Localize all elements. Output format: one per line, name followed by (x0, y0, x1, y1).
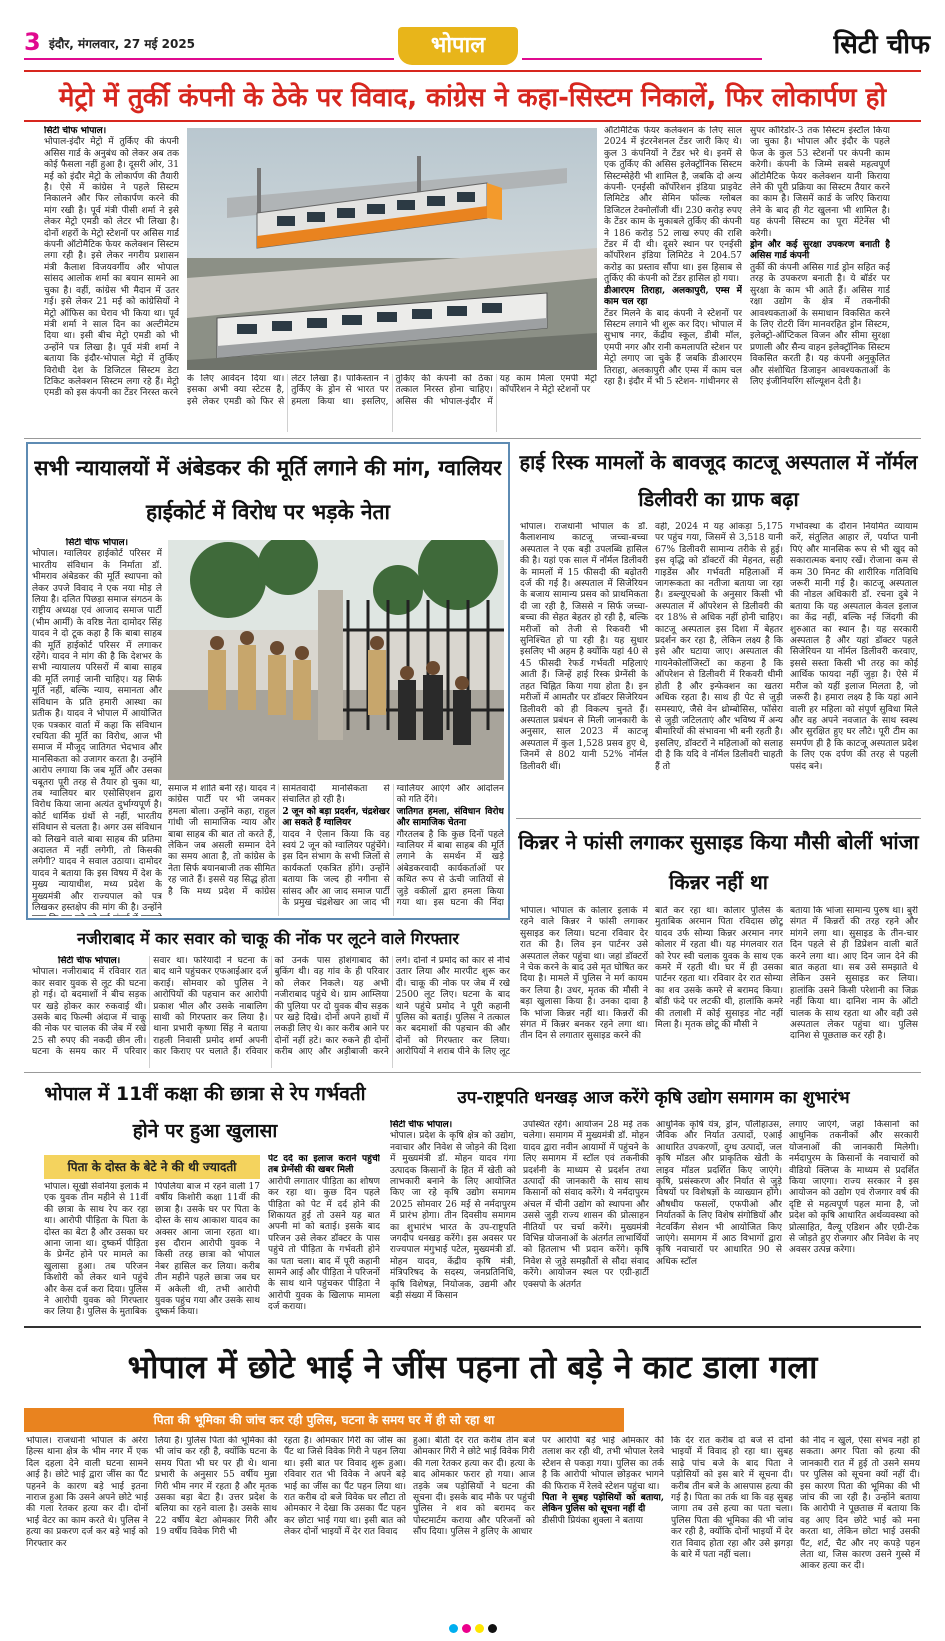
kinnar-column-1: भोपाल। भोपाल के कोलार इलाके में रहने वाले किन्नर ने फांसी लगाकर सुसाइड कर लिया। घटना रविवार देर रात की है। लिव इन पार्टनर उसे अस्पताल लेकर पहुंचा था। जहां डॉक्टरों ने चेक करने के बाद उसे मृत घोषित कर दिया है। मामले में पुलिस ने मर्ग कायम कर लिया है। उधर, मृतक की मौसी ने बड़ा खुलासा किया है। उनका दावा है कि भांजा किन्नर नहीं था। किन्नरों की संगत में किन्नर बनकर रहने लगा था। तीन दिन से लगातार सुसाइड करने की (520, 906, 648, 1042)
page-number: 3 (24, 28, 41, 56)
katju-column-3: गर्भावस्था के दौरान नियमित व्यायाम करें, संतुलित आहार लें, पर्याप्त पानी पिएं और मानसिक रूप से भी खुद को सकारात्मक बनाए रखें। रोजाना कम से कम 30 मिनट की शारीरिक गतिविधि जरूरी मानी गई है। काटजू अस्पताल की नोडल अधिकारी डॉ. रचना दुबे ने बताया कि यह अस्पताल केवल इलाज का केंद्र नहीं, बल्कि नई जिंदगी की शुरुआत का स्थान है। यह सरकारी अस्पताल है और यहां डॉक्टर पहले सिजेरियन या नॉर्मल डिलीवरी करवाए, इससे सस्ता किसी भी तरह का कोई आर्थिक फायदा नहीं जुड़ा है। ऐसे में मरीज को यहीं इलाज मिलता है, जो जरूरी है। हमारा लक्ष्य है कि यहां आने वाली हर महिला को संपूर्ण सुविधा मिले और वह अपने नवजात के साथ स्वस्थ और सुरक्षित हुए घर लौटे। पूरी टीम का समर्पण ही है कि काटजू अस्पताल प्रदेश के लिए एक दर्पण की तरह से पहली पसंद बने। (790, 522, 918, 772)
rape-column-1: भोपाल। सूखी सेवनिया इलाके में एक युवक तीन महीने से 11वीं की छात्रा के साथ रेप कर रहा था। आरोपी पीड़िता के पिता के दोस्त का बेटा है और उसका घर आना जाना था। दुष्कर्म पीड़िता के प्रेग्नेंट होने पर मामले का खुलासा हुआ। तब परिजन किशोरी को लेकर थाने पहुंचे और केस दर्ज करा दिया। पुलिस ने आरोपी युवक को गिरफ्तार कर लिया है। पुलिस के मुताबिक (44, 1182, 148, 1318)
kinnar-column-3: बताया कि भांजा सामान्य पुरुष था। बुरी संगत में किन्नरों की तरह रहने और मांगने लगा था। सुसाइड के तीन-चार दिन पहले से ही डिप्रेशन वाली बातें करने लगा था। आए दिन जान देने की बात कहता था। सब उसे समझाते थे लेकिन उसने सुसाइड कर लिया। हालांकि उसने किसी परेशानी का जिक्र नहीं किया था। दानिश नाम के ऑटो चालक के साथ रहता था और वही उसे अस्पताल लेकर पहुंचा था। पुलिस दानिश से पूछताछ कर रही है। (790, 906, 918, 1042)
jeans-headline: भोपाल में छोटे भाई ने जींस पहना तो बड़े ने काट डाला गला (127, 1348, 818, 1386)
kinnar-headline: किन्नर ने फांसी लगाकर सुसाइड किया मौसी बोलीं भांजा किन्नर नहीं था (518, 830, 919, 894)
dhankhar-column-3: आधुनिक कृषि यंत्र, ड्रोन, पॉलीहाउस, जैविक और निर्यात उत्पादों, एआई आधारित उपकरणों, दुग्ध उत्पादों, जल कृषि मॉडल और प्राकृतिक खेती के लाइव मॉडल प्रदर्शित किए जाएंगे। कृषि, प्रसंस्करण और निर्यात से जुड़े विषयों पर विशेषज्ञों के व्याख्यान होंगे। औषधीय फसलों, एफपीओ और निर्यातकों के लिए विशेष संगोष्ठियों और नेटवर्किंग सेशन भी आयोजित किए जाएंगे। समागम में आठ विभागों द्वारा कृषि नवाचारों पर आधारित 90 से अधिक स्टॉल (656, 1120, 782, 1267)
jeans-column-7: की नींद न खुले, ऐसा संभव नहीं हो सकता। अगर पिता को हत्या की जानकारी रात में हुई तो उसने समय पर पुलिस को सूचना क्यों नहीं दी। इस कारण पिता की भूमिका की भी जांच की जा रही है। उन्होंने बताया कि आरोपी ने पूछताछ में बताया कि वह आए दिन छोटे भाई को मना करता था, लेकिन छोटा भाई उसकी पैंट, शर्ट, चैट और नए कपड़े पहन लेता था, जिस कारण उसने गुस्से में आकर हत्या कर दी। (800, 1436, 920, 1572)
lead-column-3 (604, 126, 742, 432)
dhankhar-headline: उप-राष्ट्रपति धनखड़ आज करेंगे कृषि उद्योग समागम का शुभारंभ (457, 1088, 850, 1108)
jeans-text-5b: डीसीपी प्रियंका शुक्ला ने बताया (542, 1515, 643, 1526)
lead-strip: के लिए आवेदन दिया था। इसका अभी क्या स्टेटस है, इसे लेकर एमडी को फिर से लेटर लिखा है। पाकिस्तान ने तुर्किए के ड्रोन से भारत पर हमला किया था। इसलिए, तुर्किए की कंपनी को ठेका तत्काल निरस्त होना चाहिए। असिस की भोपाल-इंदौर में यह काम मिला एमपी मेट्रो कॉर्पोरेशन ने मेट्रो स्टेशनों पर (187, 374, 597, 407)
dhankhar-column-1 (390, 1120, 516, 1322)
jeans-column-4: हुआ। बीती देर रात करीब तीन बजे ओमकार गिरी ने छोटे भाई विवेक गिरी की गला रेतकर हत्या कर दी। हत्या के बाद ओमकार फरार हो गया। आज तड़के जब पड़ोसियों ने घटना की सूचना दी। इसके बाद मौके पर पहुंची पुलिस ने शव को बरामद कर पोस्टमार्टम कराया और परिजनों को सौंप दिया। पुलिस ने हुलिए के आधार (413, 1436, 535, 1538)
rape-column-2: पिपलिया बाज में रहने वाली 17 वर्षीय किशोरी कक्षा 11वीं की छात्रा है। उसके घर पर पिता के दोस्त के साथ आकाश यादव का अक्सर आना जाना रहता था। इस दौरान आरोपी युवक ने किसी तरह छात्रा को भोपाल नेबर हासिल कर लिया। करीब तीन महीने पहले छात्रा जब घर में अकेली थी, तभी आरोपी युवक पहुंच गया और उसके साथ दुष्कर्म किया। (155, 1182, 260, 1318)
metro-photo (187, 128, 597, 370)
ambedkar-text-2: समाज में शांति बनी रहे। यादव ने कांग्रेस पार्टी पर भी जमकर हमला बोला। उन्होंने कहा, राहुल गांधी जी सामाजिक न्याय और बाबा साहब की बात तो करते हैं, लेकिन जब असली सम्मान देने का समय आता है, तो कांग्रेस के नेता सिर्फ बयानबाजी तक सीमित रह जाते हैं। इससे यह सिद्ध होता है कि मध्य प्रदेश में कांग्रेस सामंतवादी मानसिकता से संचालित हो रही है। (168, 784, 390, 897)
ambedkar-photo (168, 540, 504, 780)
jeans-column-6: कि देर रात करीब दो बजे से दोनों भाइयों में विवाद हो रहा था। सुबह साढ़े पांच बजे के बाद पिता ने पड़ोसियों को इस बारे में सूचना दी। करीब तीन बजे के आसपास हत्या की गई है। पिता का तर्क था कि वह सुबह जागा तब उसे हत्या का पता चला। पुलिस पिता की भूमिका की भी जांच कर रही है, क्योंकि दोनों भाइयों में देर रात विवाद होता रहा और उसे झगड़ा के बारे में पता नहीं चला। (671, 1436, 793, 1561)
section-name: भोपाल (430, 33, 486, 58)
dateline: इंदौर, मंगलवार, 27 मई 2025 (49, 37, 196, 51)
ambedkar-headline: सभी न्यायालयों में अंबेडकर की मूर्ति लगाने की मांग, ग्वालियर हाईकोर्ट में विरोध पर भड़के नेता (34, 456, 502, 524)
lead-text-3b: टेंडर मिलने के बाद कंपनी ने स्टेशनों पर सिस्टम लगाने भी शुरू कर दिए। भोपाल में सुभाष नगर, केंद्रीय स्कूल, डीबी मॉल, एमपी नगर और रानी कमलापति स्टेशन पर मेट्रो लगाए जा चुके हैं जबकि डीआरएम तिराहा, अलकापुरी और एम्स में काम चल रहा है। इंदौर में भी 5 स्टेशन- गांधीनगर से (604, 308, 742, 387)
kinnar-column-2: बातें कर रहा था। कोलार पुलिस के मुताबिक अरमान पिता रविदास छोटू यादव उर्फ सोम्या किन्नर अरमान नगर कोलार में रहता थी। यह मंगलवार रात को रेपर स्वी चलाक युवक के साथ एक कमरे में रहती थी। घर में ही उसका पार्टनर रहता था। रविवार देर रात सोम्या का शव उसके कमरे से बरामद किया। बॉडी फंदे पर लटकी थी, हालांकि कमरे की तलाशी में कोई सुसाइड नोट नहीं मिला है। मृतक छोटू की मौसी ने (655, 906, 783, 1031)
divider-4 (24, 1326, 921, 1328)
nazirabad-byline: सिटी चीफ भोपाल। (58, 956, 121, 966)
ambedkar-subhead-2: जातिगत हमला, संविधान विरोध और सामाजिक चेतना (396, 806, 504, 829)
dhankhar-column-4: लगाए जाएंगे, जहां किसानों को आधुनिक तकनीकों और सरकारी योजनाओं की जानकारी मिलेगी। नर्मदापुरम के किसानों के नवाचारों को वीडियो क्लिप्स के माध्यम से प्रदर्शित किया जाएगा। राज्य सरकार ने इस आयोजन को उद्योग एवं रोजगार वर्ष की दृष्टि से महत्वपूर्ण पहल माना है, जो प्रदेश को कृषि आधारित अर्थव्यवस्था को प्रोत्साहित, वैल्यू एडिशन और एग्री-टेक से जोड़ते हुए रोजगार और निवेश के नए अवसर उत्पन्न करेगा। (789, 1120, 919, 1256)
jeans-kicker-text: पिता की भूमिका की जांच कर रही पुलिस, घटना के समय घर में ही सो रहा था (153, 1413, 495, 1427)
jeans-kicker (24, 1408, 624, 1432)
jeans-text-5: पर आरोपी बड़े भाई ओमकार की तलाश कर रही थी, तभी भोपाल रेलवे स्टेशन से पकड़ा गया। पुलिस का तर्क है कि आरोपी भोपाल छोड़कर भागने की फिराक में रेलवे स्टेशन पहुंचा था। (542, 1436, 664, 1492)
jeans-column-5 (542, 1436, 664, 1616)
jeans-subhead: पिता ने सुबह पड़ोसियों को बताया, लेकिन पुलिस को सूचना नहीं दी (542, 1493, 664, 1515)
ambedkar-text-4: गौरतलब है कि कुछ दिनों पहले ग्वालियर में बाबा साहब की मूर्ति लगाने के समर्थन में खड़े अंबेडकरवादी कार्यकर्ताओं पर कथित रूप से ऊंची जातियों से जुड़े वकीलों द्वारा हमला किया गया था। इस घटना की निंदा (396, 829, 504, 909)
rape-kicker: पिता के दोस्त के बेटे ने की थी ज्यादती (44, 1155, 260, 1179)
ambedkar-strip (168, 784, 504, 916)
lead-subhead-2: ड्रोन और कई सुरक्षा उपकरण बनाती है असिस गार्ड कंपनी (750, 240, 890, 262)
header-rule-left (24, 58, 394, 60)
lead-column-4 (750, 126, 890, 432)
ambedkar-column-1 (32, 538, 162, 916)
nazirabad-headline: नजीराबाद में कार सवार को चाकू की नोंक पर लूटने वाले गिरफ्तार (77, 929, 459, 948)
metro-train-image (187, 128, 597, 370)
lead-text-3: ऑटोमैटिक फेयर कलेक्शन के लिए साल 2024 में इंटरनेशनल टेंडर जारी किए थे। कुल 3 कंपनियों ने टेंडर भरे थे। इनमें से एक तुर्किए की असिस इलेक्ट्रॉनिक सिस्टम सिस्टम्सेहेरी भी शामिल है, जबकि दो अन्य कंपनी- एनईसी कॉर्पोरेशन इंडिया प्राइवेट लिमिटेड और सेमिन फॉल्क ग्लोबल डिजिटल टेक्नोलॉजी थीं। 230 करोड़ रुपए के टेंडर काम के मुकाबले तुर्किए की कंपनी ने 186 करोड़ 52 लाख रुपए की राशि टेंडर में दी थी। दूसरे स्थान पर एनईसी कॉर्पोरेशन इंडिया लिमिटेड ने 204.57 करोड़ का प्रस्ताव सौंपा था। इस हिसाब से तुर्किए की कंपनी को टेंडर हासिल हो गया। (604, 126, 742, 285)
dhankhar-byline: सिटी चीफ भोपाल। (390, 1120, 453, 1130)
rape-subhead: पेट दर्द का इलाज कराने पहुंची तब प्रेग्नेंसी की खबर मिली (268, 1154, 380, 1176)
masthead: सिटी चीफ (833, 30, 930, 60)
jeans-column-3: रहता है। ओमकार गिरी का जींस का पैंट था जिसे विवेक गिरी ने पहन लिया था। इसी बात पर विवाद शुरू हुआ। रविवार रात भी विवेक ने अपने बड़े भाई का जींस का पैंट पहन लिया था। रात करीब दो बजे विवेक घर लौटा तो ओमकार ने देखा कि उसका पैंट पहन कर छोटा भाई गया था। इसी बात को लेकर दोनों भाइयों में देर रात विवाद (284, 1436, 406, 1538)
divider-1 (24, 438, 921, 439)
court-gate-image (168, 540, 504, 780)
ambedkar-byline: सिटी चीफ भोपाल। (65, 538, 129, 548)
color-registration-bar (0, 1624, 945, 1638)
dhankhar-column-2: उपस्थित रहेंगे। आयोजन 28 मई तक चलेगा। समागम में मुख्यमंत्री डॉ. मोहन यादव द्वारा नवीन आयामों में पहुंचने के लिए समागम में स्टॉल एवं तकनीकी प्रदर्शनी के माध्यम से प्रदर्शन तथा उत्पादों की जानकारी के साथ साथ किसानों को संवाद करेंगे। ये नर्मदापुरम अंचल में चीनी उद्योग को स्थापना और उससे जुड़ी राज्य शासन की प्रोत्साहन नीतियों पर चर्चा करेंगे। मुख्यमंत्री विभिन्न योजनाओं के अंतर्गत लाभार्थियों को हितलाभ भी प्रदान करेंगे। कृषि निवेश से जुड़े समझौतों से सौदा संवाद करेंगे। आयोजन स्थल पर एग्री-हार्टी एक्सपो के अंतर्गत (523, 1120, 649, 1290)
rape-text-3: आरोपी लगातार पीड़िता का शोषण कर रहा था। कुछ दिन पहले पीड़िता को पेट में दर्द होने की शिकायत हुई तो उसने यह बात अपनी मां को बताई। इसके बाद परिजन उसे लेकर डॉक्टर के पास पहुंचे तो पीड़िता के गर्भवती होने का पता चला। बाद में पूरी कहानी सामने आई और पीड़िता ने परिजनों के साथ थाने पहुंचकर पीड़िता ने आरोपी युवक के खिलाफ मामला दर्ज कराया। (268, 1176, 380, 1313)
lead-text-1: भोपाल-इंदौर मेट्रो में तुर्किए की कंपनी असिस गार्ड के अनुबंध को लेकर अब तक कोई फैसला नहीं हुआ है। दूसरी ओर, 31 मई को इंदौर मेट्रो के लोकार्पण की तैयारी है। ऐसे में कांग्रेस ने पहले सिस्टम निकालने और फिर लोकार्पण करने की मांग रखी है। पूर्व मंत्री पीसी शर्मा ने इसे लेकर मेट्रो एमडी को लेटर भी लिखा है। दोनों शहरों के मेट्रो स्टेशनों पर असिस गार्ड कंपनी ऑटोमैटिक फेयर कलेक्शन सिस्टम लगा रही है। इसे लेकर नगरीय प्रशासन मंत्री कैलाश विजयवर्गीय और भोपाल सांसद आलोक शर्मा का बयान सामने आ चुका है। वहीं, कांग्रेस भी मैदान में उतर गई। इसे लेकर 21 मई को कांग्रेसियों ने मेट्रो ऑफिस का घेराव भी किया था। पूर्व मंत्री शर्मा ने साल दिन का अल्टीमेटम दिया था। इसी बीच मेट्रो एमडी को भी उन्होंने पत्र लिखा है। पूर्व मंत्री शर्मा ने बताया कि इंदौर-भोपाल मेट्रो में तुर्किए विरोधी देश के डिजिटल सिस्टम डेटा टिकिट कलेक्शन सिस्टम लगा रहे हैं। मेट्रो एमडी को इस कंपनी का टेंडर निरस्त करने (44, 137, 179, 399)
divider-2 (516, 818, 921, 819)
katju-column-2: वहीं, 2024 में यह आंकड़ा 5,175 पर पहुंच गया, जिसमें से 3,518 यानी 67% डिलीवरी सामान्य तरीके से हुई। इस वृद्धि को डॉक्टरों की मेहनत, सही गाइडेंस और गर्भवती महिलाओं में जागरूकता का नतीजा बताया जा रहा है। डब्ल्यूएचओ के अनुसार किसी भी अस्पताल में ऑपरेशन से डिलीवरी की दर 18% से अधिक नहीं होनी चाहिए। काटजू अस्पताल इस दिशा में बेहतर प्रदर्शन कर रहा है, लेकिन लक्ष्य है कि इसे और घटाया जाए। अस्पताल की गायनेकोलॉजिस्टों का कहना है कि ऑपरेशन से डिलीवरी में रिकवरी धीमी होती है और इन्फेक्शन का खतरा अधिक रहता है। साथ ही पेट से जुड़ी समस्याएं, जैसे वेन थ्रोम्बोसिस, फॉसेरा से जुड़ी जटिलताएं और भविष्य में अन्य बीमारियों की संभावना भी बनी रहती है। इसलिए, डॉक्टरों ने महिलाओं को सलाह दी है कि यदि वे नॉर्मल डिलीवरी चाहती हैं तो (655, 522, 783, 772)
divider-3 (24, 1072, 921, 1073)
lead-headline: मेट्रो में तुर्की कंपनी के ठेके पर विवाद, कांग्रेस ने कहा-सिस्टम निकालें, फिर लोकार्पण हो (24, 70, 921, 122)
header-rule-right (522, 58, 762, 60)
ambedkar-text-1: भोपाल। ग्वालियर हाईकोर्ट परिसर में भारतीय संविधान के निर्माता डॉ. भीमराव अंबेडकर की मूर्ति स्थापना को लेकर उपजे विवाद ने एक नया मोड़ ले लिया है। दलित पिछड़ा समाज संगठन के राष्ट्रीय अध्यक्ष एवं आजाद समाज पार्टी (भीम आर्मी) के वरिष्ठ नेता दामोदर सिंह यादव ने दो टूक कहा है कि बाबा साहब की मूर्ति हाईकोर्ट परिसर में लगाकर रहेंगे। यादव ने मांग की है कि देशभर के सभी न्यायालय परिसरों में बाबा साहब की मूर्ति लगाई जानी चाहिए। यह सिर्फ मूर्ति नहीं, बल्कि न्याय, समानता और संविधान के प्रति हमारी आस्था का प्रतीक है। यादव ने भोपाल में आयोजित एक पत्रकार वार्ता में कहा कि संविधान रचयिता की मूर्ति का विरोध, आज भी समाज में मौजूद जातिगत भेदभाव और मानसिकता को उजागर करता है। उन्होंने आरोप लगाया कि जब मूर्ति और उसका चबूतरा पूरी तरह से तैयार हो चुका था, तब ग्वालियर बार एसोसिएशन द्वारा विरोध किया जाना अत्यंत दुर्भाग्यपूर्ण है। कोर्ट धार्मिक ग्रंथों से नहीं, भारतीय संविधान से चलता है। अगर उस संविधान को लिखने वाले बाबा साहब की प्रतिमा अदालत में नहीं लगेगी, तो किसकी लगेगी? यादव ने सवाल उठाया। दामोदर यादव ने बताया कि इस विषय में देश के मुख्य न्यायाधीश, मध्य प्रदेश के मुख्यमंत्री और राज्यपाल को पत्र लिखकर हस्तक्षेप की मांग की है। उन्होंने (32, 549, 162, 913)
lead-byline: सिटी चीफ भोपाल। (44, 126, 107, 136)
magenta-dot (462, 1624, 471, 1633)
ambedkar-subhead-1: 2 जून को बड़ा प्रदर्शन, चंद्रशेखर आ सकते हैं ग्वालियर (282, 806, 390, 829)
lead-text-4: सुपर कॉरिडोर-3 तक सिस्टम इंस्टॉल किया जा चुका है। भोपाल और इंदौर के पहले फेज के कुल 53 स्टेशनों पर कंपनी काम करेगी। कंपनी के जिम्मे सबसे महत्वपूर्ण ऑटोमैटिक फेयर कलेक्शन यानी किराया लेने की पूरी प्रक्रिया का सिस्टम तैयार करने का काम है। जिसमें कार्ड के जरिए किराया लेने के बाद ही गेट खुलना भी शामिल है। यह कंपनी सिस्टम का पूरा मेंटेनेंस भी करेगी। (750, 126, 890, 239)
nazirabad-body (32, 956, 510, 1068)
black-dot (488, 1624, 497, 1633)
ambedkar-text-3: यादव ने ऐलान किया कि वह स्वयं 2 जून को ग्वालियर पहुंचेंगे। इस दिन संभाग के सभी जिलों से कार्यकर्ता एकत्रित होंगे। उन्होंने बताया कि जल्द ही नगीना से सांसद और आ जाद समाज पार्टी के प्रमुख चंद्रशेखर आ जाद भी ग्वालियर आएंगे और आंदोलन को गति देंगे। (282, 784, 504, 909)
nazirabad-text: भोपाल। नजीराबाद में रविवार रात कार सवार युवक से लूट की घटना हो गई। दो बदमाशों ने बीच सड़क पर खड़े होकर कार रुकवाई थी। उसके बाद फिल्मी अंदाज में चाकू की नोक पर चालक की जेब में रखे 25 सौ रुपए की नकदी छीन ली। घटना के समय कार में परिवार सवार था। फरियादी ने घटना के बाद थाने पहुंचकर एफआईआर दर्ज कराई। सोमवार को पुलिस ने आरोपियों की पहचान कर आरोपी प्रकाश भील और उसके नाबालिग साथी को गिरफ्तार कर लिया है। थाना प्रभारी कृष्णा सिंह ने बताया राहली निवासी प्रमोद शर्मा अपनी कार किराए पर चलाते हैं। रविवार को उनके पास होशंगाबाद की बुकिंग थी। वह गांव के ही परिवार को लेकर निकले। यह अभी नजीराबाद पहुंचे थे। ग्राम आम्लिया की पुलिया पर दो युवक बीच सड़क पर खड़े दिखे। दोनों अपने हाथों में लकड़ी लिए थे। कार करीब आने पर दोनों नहीं हटे। कार रुकने ही दोनों करीब आए और अड़ीबाजी करने लगे। दोनों ने प्रमोद को कार से नीचे उतार लिया और मारपीट शुरू कर दी। चाकू की नोक पर जेब में रखे 2500 लूट लिए। घटना के बाद थाने पहुंचे प्रमोद ने पूरी कहानी पुलिस को बताई। पुलिस ने तत्काल कर बदमाशों की पहचान की और दोनों को गिरफ्तार कर लिया। आरोपियों ने शराब पीने के लिए लूट (32, 956, 510, 1058)
katju-column-1: भोपाल। राजधानी भोपाल के डॉ. कैलाशनाथ काटजू जच्चा-बच्चा अस्पताल ने एक बड़ी उपलब्धि हासिल की है। यहां एक साल में नॉर्मल डिलीवरी के मामलों में 15 फीसदी की बढ़ोतरी दर्ज की गई है। अस्पताल में सिजेरियन के बजाय सामान्य प्रसव को प्राथमिकता दी जा रही है, जिससे न सिर्फ जच्चा-बच्चा की सेहत बेहतर हो रही है, बल्कि मरीजों को तेजी से रिकवरी भी सुनिश्चित हो पा रही है। यह सुधार इसलिए भी अहम है क्योंकि यहां 40 से 45 फीसदी रेफर्ड गर्भवती महिलाएं आती हैं। जिन्हें हाई रिस्क प्रेग्नेंसी के तहत चिह्नित किया गया होता है। इन मरीजों में आमतौर पर डॉक्टर सिजेरियन डिलीवरी को ही विकल्प चुनते हैं। अस्पताल प्रबंधन से मिली जानकारी के अनुसार, साल 2023 में काटजू अस्पताल में कुल 1,528 प्रसव हुए थे, जिनमें से 802 यानी 52% नॉर्मल डिलीवरी थीं। (520, 522, 648, 772)
rape-column-3 (268, 1154, 380, 1322)
lead-subhead-1: डीआरएम तिराहा, अलकापुरी, एम्स में काम चल रहा (604, 285, 742, 308)
jeans-column-2: लिया है। पुलिस पिता की भूमिका की भी जांच कर रही है, क्योंकि घटना के समय पिता भी घर पर ही थे। थाना प्रभारी के अनुसार 55 वर्षीय मुन्ना गिरी भीम नगर में रहता है और मृतक उसका बड़ा बेटा है। उत्तर प्रदेश के बलिया का रहने वाला है। उसके साथ 22 वर्षीय बेटा ओमकार गिरी और 19 वर्षीय विवेक गिरी भी (155, 1436, 277, 1538)
katju-headline: हाई रिस्क मामलों के बावजूद काटजू अस्पताल में नॉर्मल डिलीवरी का ग्राफ बढ़ा (519, 450, 918, 511)
cyan-dot (449, 1624, 458, 1633)
jeans-column-1: भोपाल। राजधानी भोपाल के अरेरा हिल्स थाना क्षेत्र के भीम नगर में एक दिल दहला देने वाली घटना सामने आई है। छोटे भाई द्वारा जींस का पैंट पहनने के कारण बड़े भाई इतना नाराज हुआ कि उसने अपने छोटे भाई की गला रेतकर हत्या कर दी। दोनों भाई वेटर का काम करते थे। पुलिस ने हत्या का प्रकरण दर्ज कर बड़े भाई को गिरफ्तार कर (26, 1436, 148, 1549)
rape-headline: भोपाल में 11वीं कक्षा की छात्रा से रेप गर्भवती होने पर हुआ खुलासा (44, 1083, 366, 1142)
section-tab (398, 27, 518, 65)
dhankhar-text-1: भोपाल। प्रदेश के कृषि क्षेत्र को उद्योग, नवाचार और निवेश से जोड़ने की दिशा में मुख्यमंत्री डॉ. मोहन यादव गंगा उत्पादक किसानों के हित में खेती को लाभकारी बनाने के लिए आयोजित किए जा रहे कृषि उद्योग समागम 2025 सोमवार 26 मई से नर्मदापुरम में प्रारंभ होगा। तीन दिवसीय समागम का शुभारंभ भारत के उप-राष्ट्रपति जगदीप धनखड़ करेंगे। इस अवसर पर राज्यपाल मंगुभाई पटेल, मुख्यमंत्री डॉ. मोहन यादव, केंद्रीय कृषि मंत्री, मंत्रिपरिषद के सदस्य, जनप्रतिनिधि, कृषि विशेषज्ञ, नियोजक, उद्यमी और बड़ी संख्या में किसान (390, 1131, 516, 1302)
yellow-dot (475, 1624, 484, 1633)
lead-text-4b: तुर्की की कंपनी असिस गार्ड ड्रोन सहित कई तरह के उपकरण बनाती है। ये बॉर्डर पर सुरक्षा के काम भी आते हैं। असिस गार्ड रक्षा उद्योग के क्षेत्र में तकनीकी आवश्यकताओं के समाधान विकसित करने के लिए रोटरी विंग मानवरहित ड्रोन सिस्टम, इलेक्ट्रो-ऑप्टिकल विजन और सीमा सुरक्षा प्रणाली और सैन्य वाहन इलेक्ट्रॉनिक सिस्टम विकसित करती है। यह कंपनी अनुकूलित और संशोधित डिजाइन आवश्यकताओं के लिए इंजीनियरिंग सॉल्यूशन देती है। (750, 262, 890, 387)
